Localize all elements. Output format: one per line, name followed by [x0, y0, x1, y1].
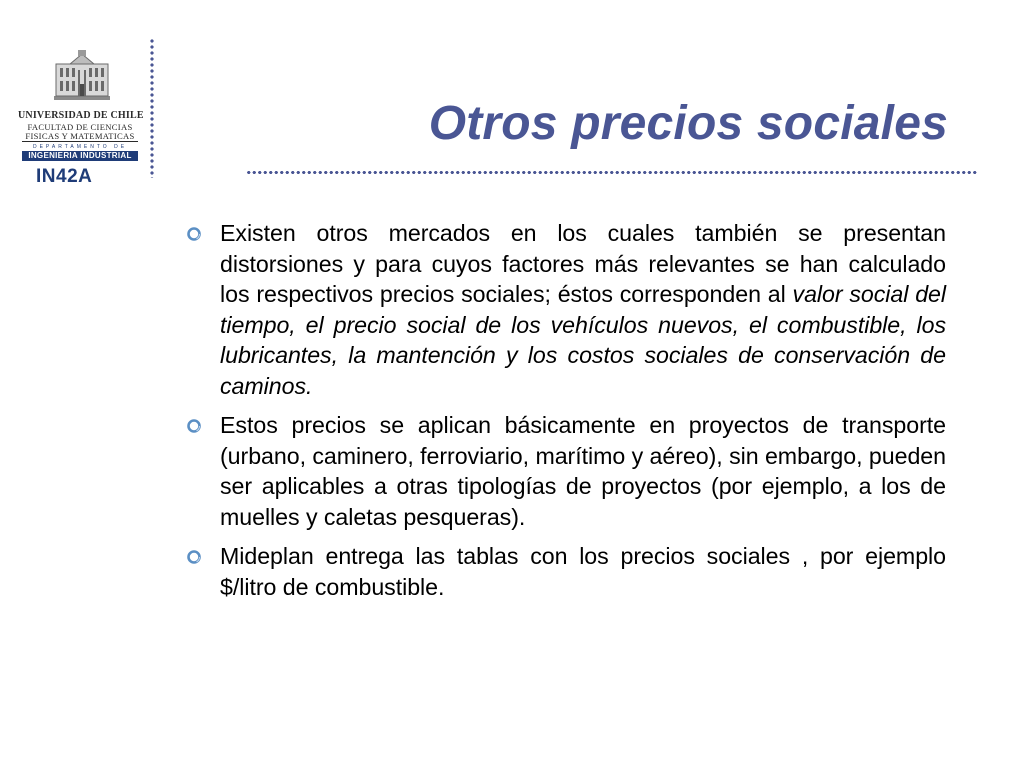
bullet-item — [180, 541, 946, 602]
logo-divider — [22, 141, 138, 142]
bullet-text — [220, 218, 946, 401]
department-name: INGENIERIA INDUSTRIAL — [22, 151, 138, 161]
bullet-text: Mideplan entrega las tablas con los precios sociales , por ejemplo $/litro de combustible. — [220, 543, 946, 600]
faculty-line-2: FISICAS Y MATEMATICAS — [25, 131, 135, 141]
bullet-list — [180, 218, 946, 611]
ring-bullet-icon — [186, 418, 202, 434]
bullet-text-plain: Existen otros mercados en los cuales también se presentan distorsiones y para cuyos factores más relevantes se han calculado los respectivos precios sociales; éstos corresponden al — [220, 220, 946, 307]
ring-bullet-icon — [186, 549, 202, 565]
university-name: UNIVERSIDAD DE CHILE — [18, 110, 144, 121]
vertical-dotted-divider — [150, 38, 154, 178]
ring-bullet-icon — [186, 226, 202, 242]
bullet-text-italic: valor social del tiempo, el precio social de los vehículos nuevos, el combustible, los lubricantes, la mantención y los costos sociales de conservación de caminos. — [220, 281, 946, 399]
slide-title: Otros precios sociales — [428, 97, 948, 150]
bullet-item — [180, 410, 946, 532]
faculty-line-1: FACULTAD DE CIENCIAS — [27, 122, 133, 132]
course-code: IN42A — [36, 166, 93, 187]
bullet-text: Estos precios se aplican básicamente en proyectos de transporte (urbano, caminero, ferroviario, marítimo y aéreo), sin embargo, pueden ser aplicables a otras tipologías de proyectos (por ejemplo, a los de muelles y caletas pesqueras). — [220, 412, 946, 530]
university-building-icon — [52, 50, 112, 102]
title-dotted-underline — [246, 170, 978, 175]
bullet-item — [180, 218, 946, 401]
department-label: DEPARTAMENTO DE — [32, 144, 128, 150]
